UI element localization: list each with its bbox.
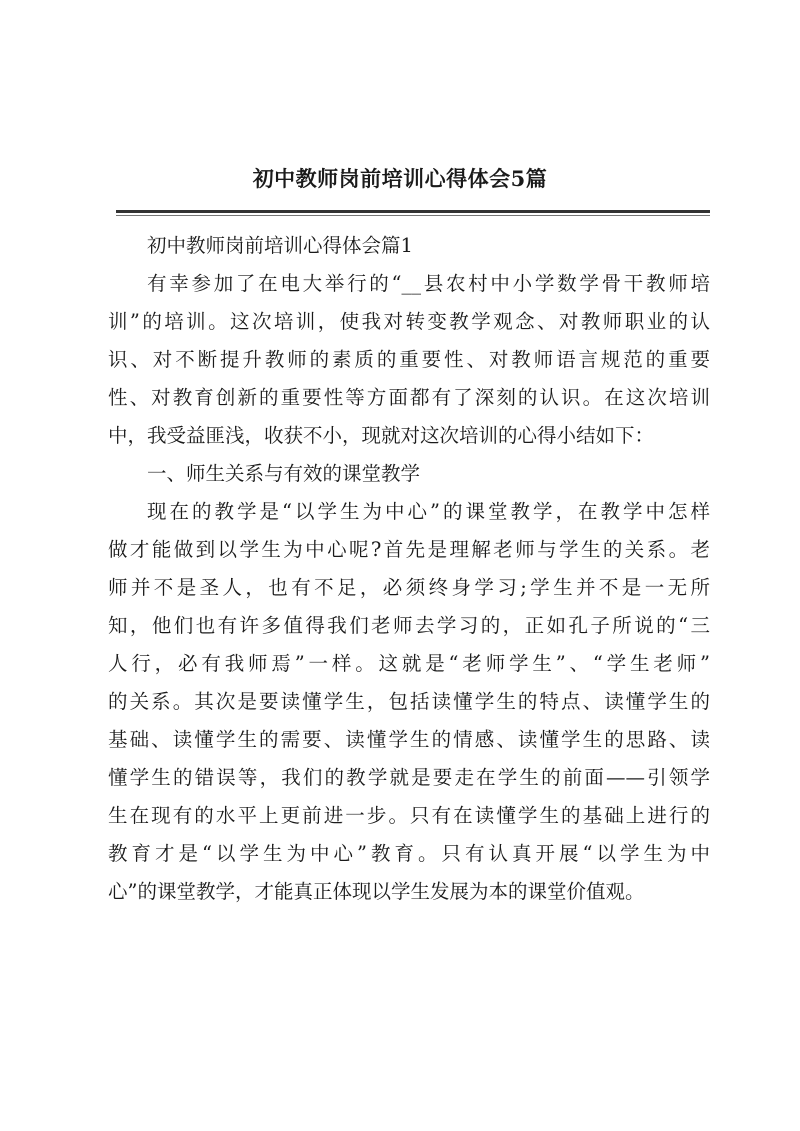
paragraph-line: 心”的课堂教学，才能真正体现以学生发展为本的课堂价值观。 [108, 880, 645, 903]
paragraph-line: 中，我受益匪浅，收获不小，现就对这次培训的心得小结如下： [108, 424, 655, 447]
paragraph-line: 教育才是“以学生为中心”教育。只有认真开展“以学生为中 [108, 842, 710, 865]
paragraph-line: 知，他们也有许多值得我们老师去学习的，正如孔子所说的“三 [108, 614, 710, 637]
paragraph-line: 做才能做到以学生为中心呢?首先是理解老师与学生的关系。老 [108, 538, 710, 561]
paragraph-line: 识、对不断提升教师的素质的重要性、对教师语言规范的重要 [108, 348, 710, 371]
paragraph-line: 的关系。其次是要读懂学生，包括读懂学生的特点、读懂学生的 [108, 690, 710, 713]
paragraph-line: 现在的教学是“以学生为中心”的课堂教学，在教学中怎样 [147, 500, 710, 523]
document-body [108, 227, 710, 911]
paragraph-line: 训”的培训。这次培训，使我对转变教学观念、对教师职业的认 [108, 310, 710, 333]
section-heading: 初中教师岗前培训心得体会篇1 [147, 234, 413, 257]
paragraph-line: 师并不是圣人，也有不足，必须终身学习;学生并不是一无所 [108, 576, 710, 599]
title-divider-thin [116, 215, 710, 216]
paragraph-line: 基础、读懂学生的需要、读懂学生的情感、读懂学生的思路、读 [108, 728, 710, 751]
subsection-heading: 一、师生关系与有效的课堂教学 [147, 462, 421, 485]
title-divider [116, 210, 710, 213]
paragraph-line: 生在现有的水平上更前进一步。只有在读懂学生的基础上进行的 [108, 804, 710, 827]
paragraph-line: 懂学生的错误等，我们的教学就是要走在学生的前面——引领学 [108, 766, 710, 789]
document-title: 初中教师岗前培训心得体会5篇 [252, 166, 548, 191]
paragraph-line: 有幸参加了在电大举行的“__县农村中小学数学骨干教师培 [147, 272, 710, 295]
paragraph-line: 人行，必有我师焉”一样。这就是“老师学生”、“学生老师” [108, 652, 710, 675]
paragraph-line: 性、对教育创新的重要性等方面都有了深刻的认识。在这次培训 [108, 386, 710, 409]
